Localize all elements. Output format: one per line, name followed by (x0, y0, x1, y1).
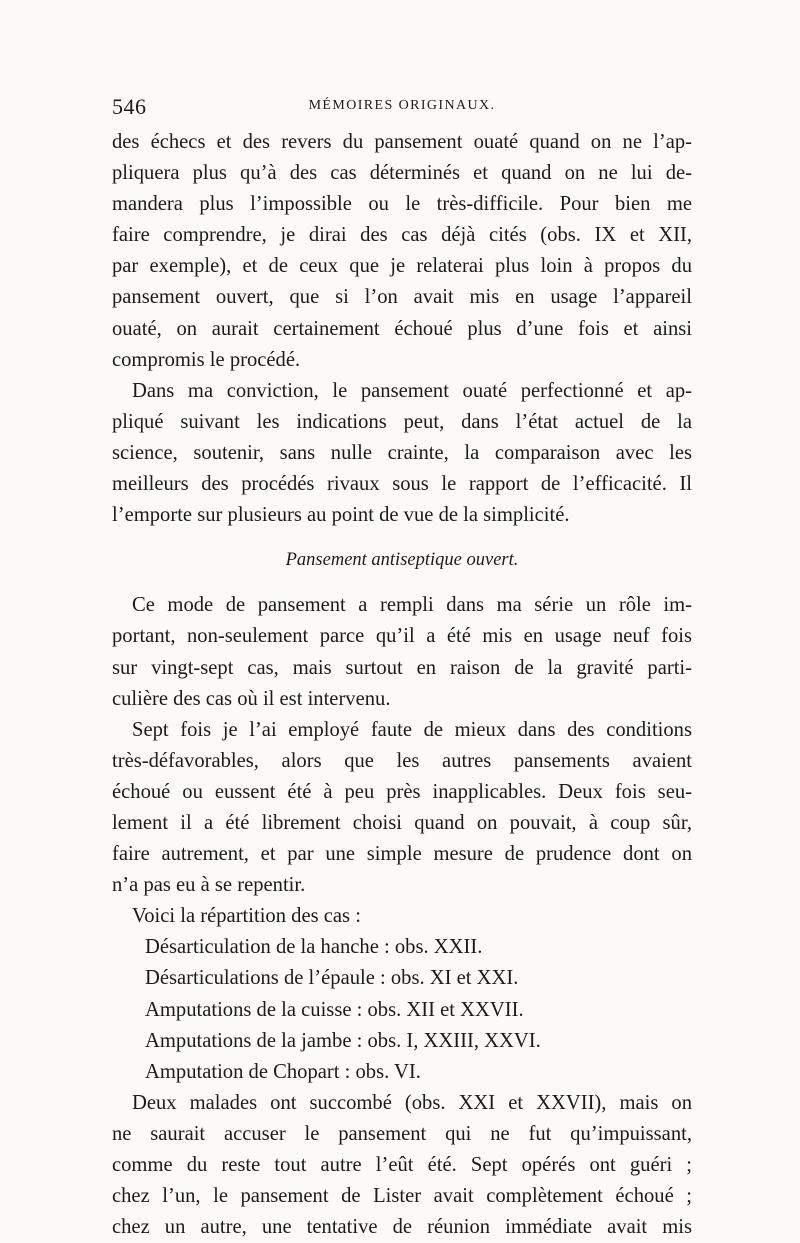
text-line: compromis le procédé. (112, 348, 301, 371)
text-line: Sept fois je l’ai employé faute de mieux dans des conditions (132, 718, 692, 741)
text-line: Ce mode de pansement a rempli dans ma série un rôle im- (132, 594, 692, 617)
text-line: par exemple), et de ceux que je relaterai plus loin à propos du (112, 255, 692, 278)
body-text (112, 127, 692, 1243)
text-line: ouaté, on aurait certainement échoué plus d’une fois et ainsi (112, 317, 692, 340)
list-item: Amputations de la jambe : obs. I, XXIII, XXVI. (145, 1029, 541, 1052)
text-line: Deux malades ont succombé (obs. XXI et XXVII), mais on (132, 1091, 692, 1114)
list-item: Amputation de Chopart : obs. VI. (145, 1060, 421, 1083)
text-line: science, soutenir, sans nulle crainte, la comparaison avec les (112, 441, 692, 464)
section-title: Pansement antiseptique ouvert. (285, 550, 519, 571)
text-line: chez l’un, le pansement de Lister avait complètement échoué ; (112, 1185, 692, 1208)
list-item: Désarticulation de la hanche : obs. XXII. (145, 936, 483, 959)
page-number: 546 (112, 94, 147, 119)
text-line: échoué ou eussent été à peu près inapplicables. Deux fois seu- (112, 780, 692, 803)
text-line: ne saurait accuser le pansement qui ne fut qu’impuissant, (112, 1122, 692, 1145)
paragraph-2 (112, 376, 692, 531)
text-line: faire comprendre, je dirai des cas déjà cités (obs. IX et XII, (112, 224, 692, 247)
text-line: portant, non-seulement parce qu’il a été mis en usage neuf fois (112, 625, 692, 648)
text-line: sur vingt-sept cas, mais surtout en raison de la gravité parti- (112, 656, 692, 679)
paragraph-3 (112, 590, 692, 714)
list-item: Amputations de la cuisse : obs. XII et XXVII. (145, 998, 524, 1021)
text-line: mandera plus l’impossible ou le très-difficile. Pour bien me (112, 193, 692, 216)
text-line: Dans ma conviction, le pansement ouaté perfectionné et ap- (132, 379, 692, 402)
text-line: chez un autre, une tentative de réunion immédiate avait mis (112, 1216, 692, 1239)
page-header (112, 94, 692, 124)
text-line: comme du reste tout autre l’eût été. Sept opérés ont guéri ; (112, 1154, 692, 1176)
text-line: des échecs et des revers du pansement ouaté quand on ne l’ap- (112, 131, 692, 153)
text-line: l’emporte sur plusieurs au point de vue de la simplicité. (112, 504, 570, 527)
text-line: meilleurs des procédés rivaux sous le rapport de l’efficacité. Il (112, 473, 692, 496)
text-line: pansement ouvert, que si l’on avait mis en usage l’appareil (112, 286, 692, 309)
text-line: culière des cas où il est intervenu. (112, 687, 391, 710)
case-distribution (112, 901, 692, 1088)
list-item: Désarticulations de l’épaule : obs. XI et XXI. (145, 967, 519, 990)
text-line: n’a pas eu à se repentir. (112, 874, 306, 897)
text-line: pliquera plus qu’à des cas déterminés et quand on ne lui de- (112, 162, 692, 185)
text-line: très-défavorables, alors que les autres pansements avaient (112, 749, 692, 772)
text-line: faire autrement, et par une simple mesure de prudence dont on (112, 843, 692, 866)
running-title: MÉMOIRES ORIGINAUX. (308, 98, 496, 113)
text-line: lement il a été librement choisi quand on pouvait, à coup sûr, (112, 811, 692, 834)
paragraph-5 (112, 1088, 692, 1243)
paragraph-4 (112, 715, 692, 902)
text-line: pliqué suivant les indications peut, dans l’état actuel de la (112, 410, 692, 433)
distribution-intro: Voici la répartition des cas : (132, 905, 361, 928)
paragraph-1 (112, 127, 692, 376)
